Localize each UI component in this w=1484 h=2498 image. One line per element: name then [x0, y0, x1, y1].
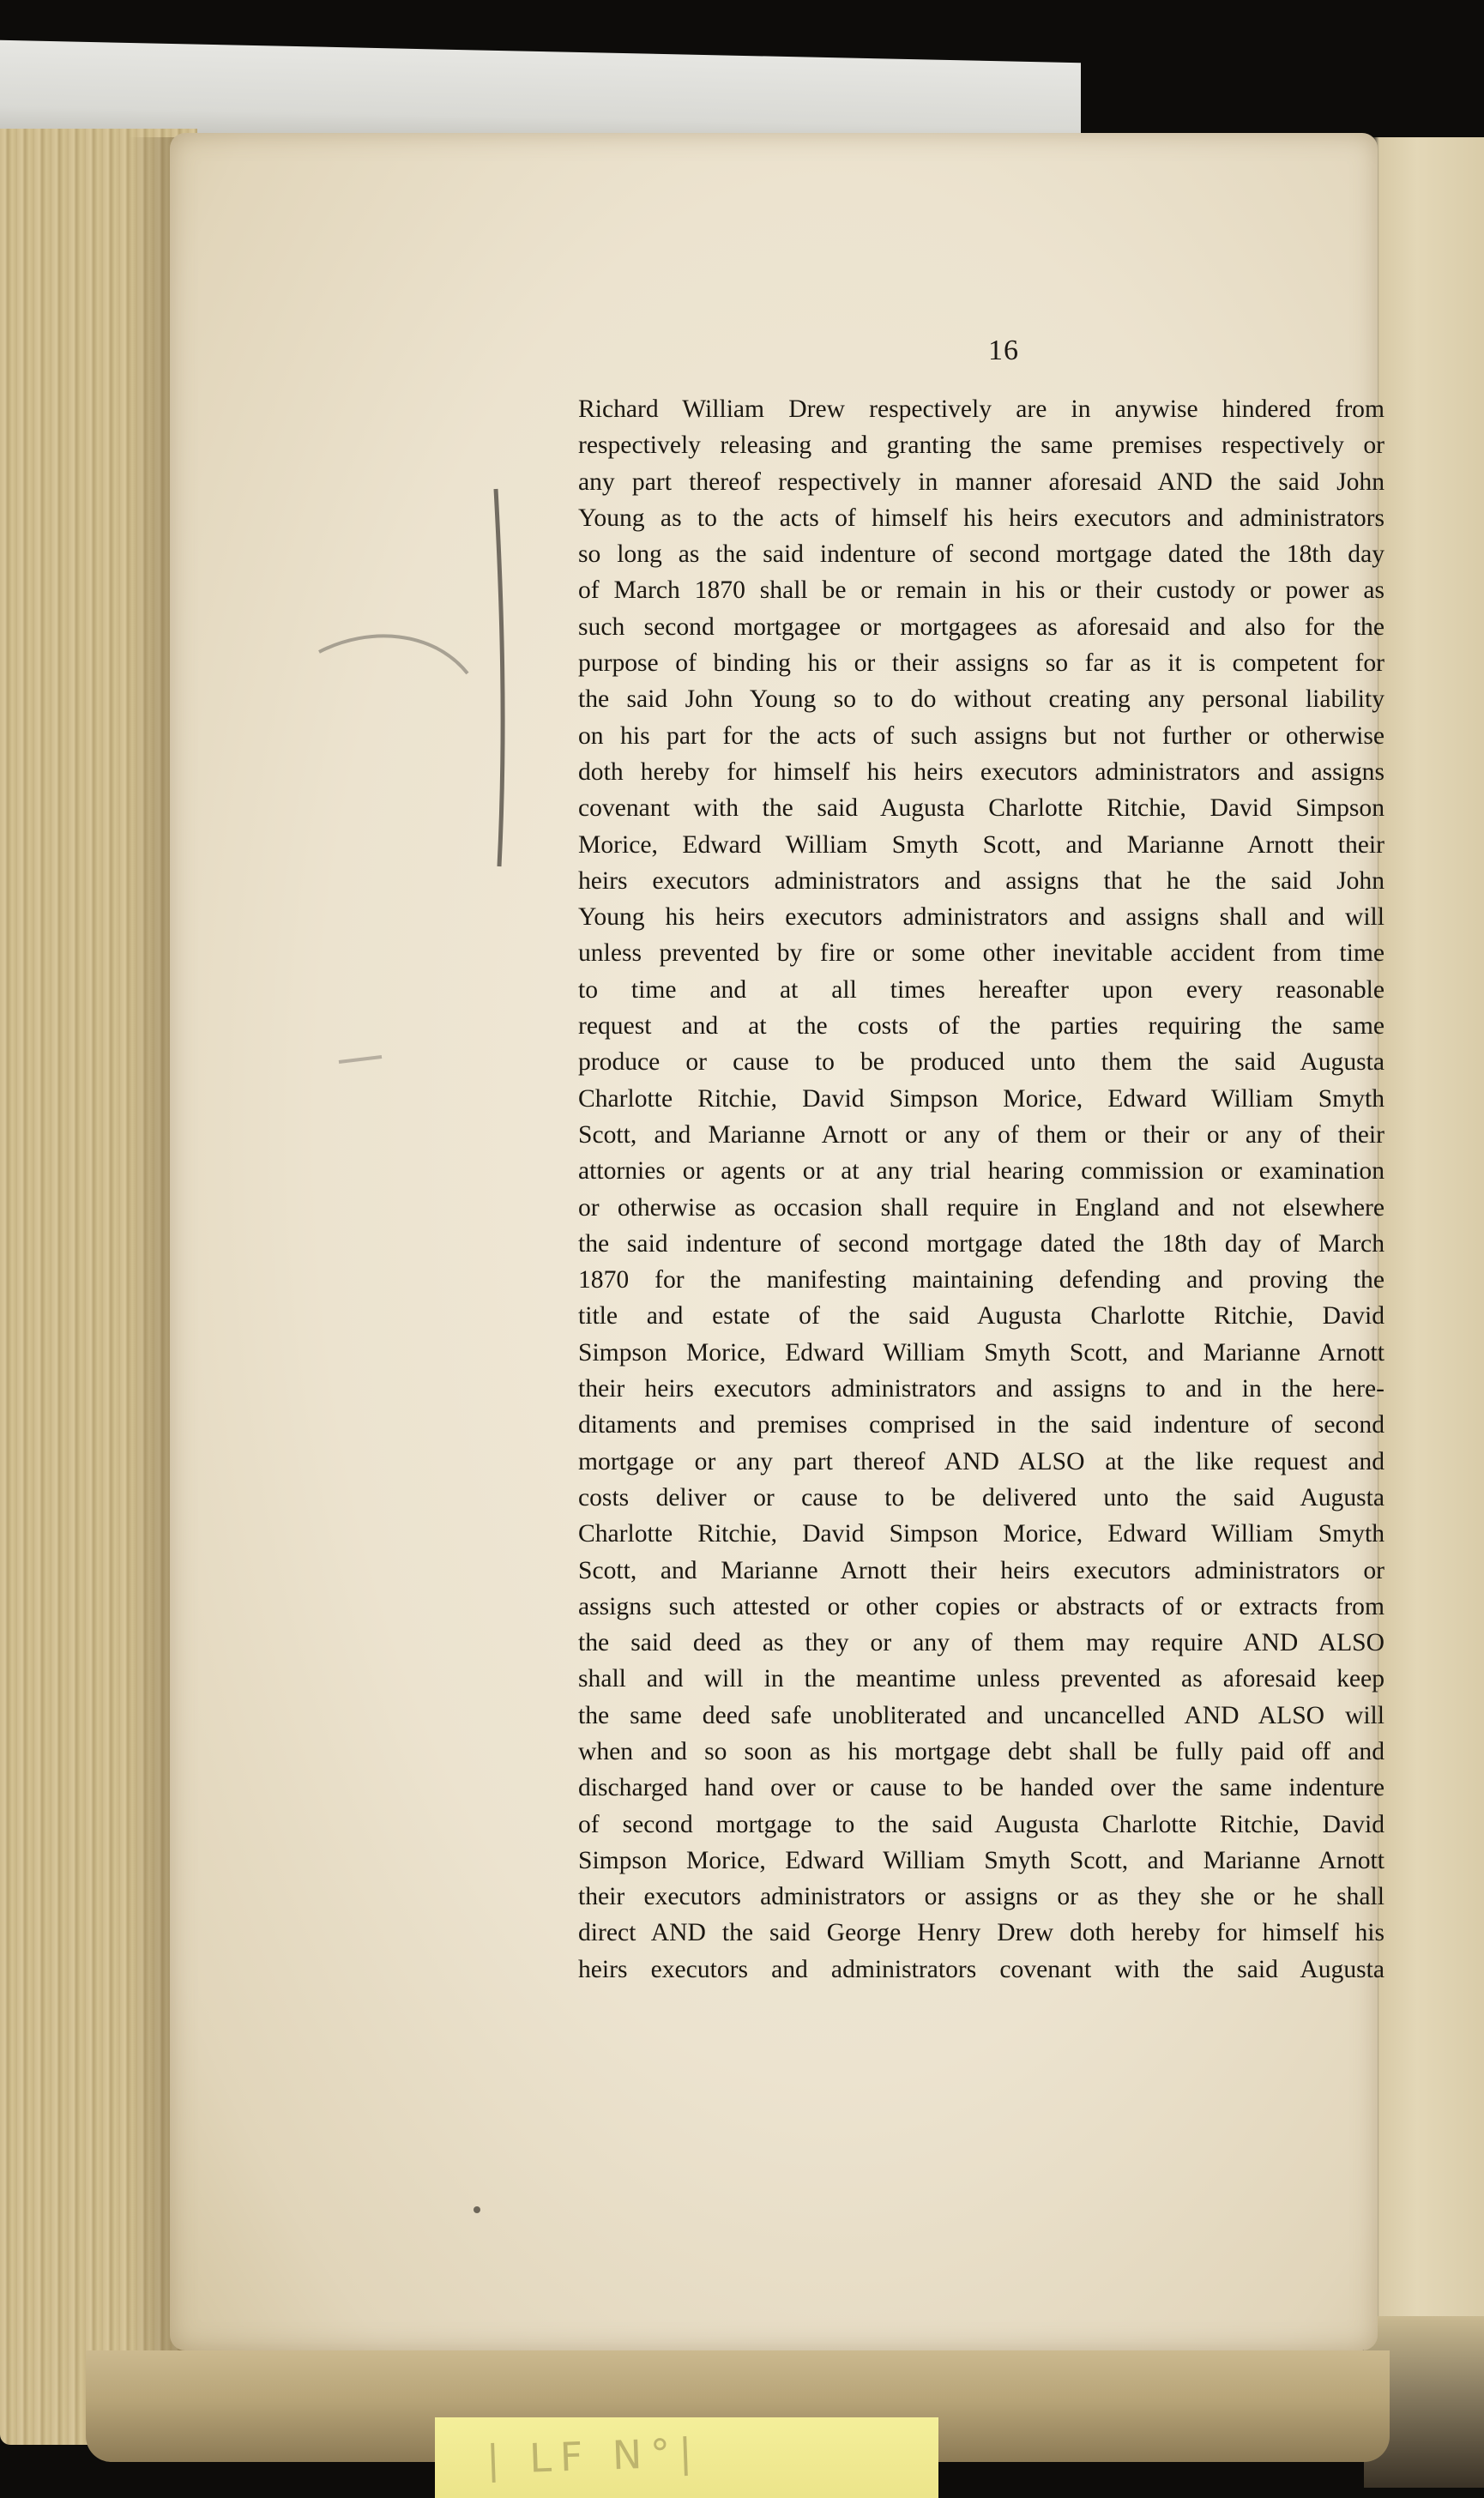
text-line: when and so soon as his mortgage debt shall be fully paid off and	[578, 1737, 1384, 1765]
text-line: Charlotte Ritchie, David Simpson Morice, Edward William Smyth	[578, 1520, 1384, 1548]
text-line: request and at the costs of the parties requiring the same	[578, 1012, 1384, 1041]
text-line: so long as the said indenture of second mortgage dated the 18th day	[578, 540, 1384, 569]
text-line: Simpson Morice, Edward William Smyth Scott, and Marianne Arnott	[578, 1338, 1384, 1367]
text-line: title and estate of the said Augusta Charlotte Ritchie, David	[578, 1302, 1384, 1330]
text-line: the same deed safe unobliterated and uncancelled AND ALSO will	[578, 1701, 1384, 1729]
text-line: mortgage or any part thereof AND ALSO at the like request and	[578, 1447, 1384, 1475]
text-line: ditaments and premises comprised in the said indenture of second	[578, 1411, 1384, 1439]
text-line: unless prevented by fire or some other inevitable accident from time	[578, 939, 1384, 968]
page-number: 16	[988, 335, 1019, 366]
yellow-sticky-label	[435, 2417, 938, 2498]
text-line: any part thereof respectively in manner aforesaid AND the said John	[578, 468, 1384, 496]
text-line: shall and will in the meantime unless prevented as aforesaid keep	[578, 1665, 1384, 1693]
sticky-handwriting-mark: | LF N°|	[486, 2429, 702, 2483]
text-line: Scott, and Marianne Arnott or any of them or their or any of their	[578, 1120, 1384, 1149]
text-line: heirs executors and administrators covenant with the said Augusta	[578, 1955, 1384, 1983]
text-line: the said deed as they or any of them may require AND ALSO	[578, 1629, 1384, 1657]
text-line: Scott, and Marianne Arnott their heirs executors administrators or	[578, 1556, 1384, 1584]
document-body-text	[578, 391, 1384, 1988]
text-line: Morice, Edward William Smyth Scott, and Marianne Arnott their	[578, 830, 1384, 859]
text-line: Young as to the acts of himself his heirs executors and administrators	[578, 504, 1384, 532]
text-line: of March 1870 shall be or remain in his or their custody or power as	[578, 576, 1384, 605]
text-line: costs deliver or cause to be delivered unto the said Augusta	[578, 1483, 1384, 1511]
text-line: discharged hand over or cause to be handed over the same indenture	[578, 1774, 1384, 1802]
text-line: 1870 for the manifesting maintaining defending and proving the	[578, 1266, 1384, 1294]
facing-page-edge	[1372, 137, 1484, 2368]
text-line: doth hereby for himself his heirs executors administrators and assigns	[578, 757, 1384, 786]
text-line: purpose of binding his or their assigns so far as it is competent for	[578, 649, 1384, 678]
text-line: to time and at all times hereafter upon every reasonable	[578, 975, 1384, 1004]
text-line: Simpson Morice, Edward William Smyth Scott, and Marianne Arnott	[578, 1846, 1384, 1874]
text-line: such second mortgagee or mortgagees as aforesaid and also for the	[578, 612, 1384, 641]
text-line: covenant with the said Augusta Charlotte Ritchie, David Simpson	[578, 794, 1384, 823]
text-line: produce or cause to be produced unto them the said Augusta	[578, 1048, 1384, 1077]
text-line: the said John Young so to do without creating any personal liability	[578, 685, 1384, 714]
text-line: their executors administrators or assigns or as they she or he shall	[578, 1883, 1384, 1911]
text-line: attornies or agents or at any trial hearing commission or examination	[578, 1157, 1384, 1186]
text-line: or otherwise as occasion shall require in England and not elsewhere	[578, 1193, 1384, 1222]
text-line: of second mortgage to the said Augusta Charlotte Ritchie, David	[578, 1810, 1384, 1838]
text-line: the said indenture of second mortgage dated the 18th day of March	[578, 1229, 1384, 1258]
text-line: heirs executors administrators and assigns that he the said John	[578, 866, 1384, 895]
text-line: Richard William Drew respectively are in anywise hindered from	[578, 395, 1384, 423]
text-line: assigns such attested or other copies or abstracts of or extracts from	[578, 1592, 1384, 1620]
text-line: Charlotte Ritchie, David Simpson Morice, Edward William Smyth	[578, 1084, 1384, 1113]
text-line: direct AND the said George Henry Drew doth hereby for himself his	[578, 1919, 1384, 1947]
text-line: their heirs executors administrators and assigns to and in the here-	[578, 1375, 1384, 1403]
text-line: respectively releasing and granting the same premises respectively or	[578, 431, 1384, 460]
text-line: on his part for the acts of such assigns but not further or otherwise	[578, 721, 1384, 750]
text-line: Young his heirs executors administrators and assigns shall and will	[578, 903, 1384, 932]
